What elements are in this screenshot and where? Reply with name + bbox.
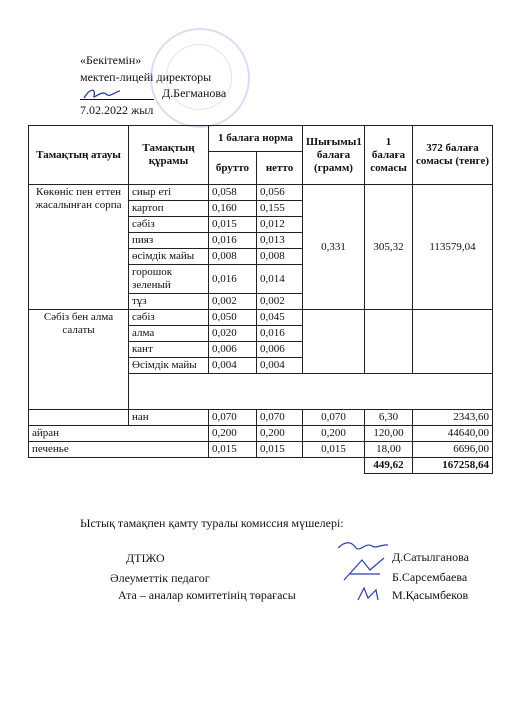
signature-1 [336,538,390,556]
total-value: 6696,00 [413,442,493,458]
netto-value: 0,006 [257,342,303,358]
yield-value: 0,070 [303,410,365,426]
signature-2 [340,556,388,584]
grand-total: 167258,64 [413,458,493,474]
empty-row [129,374,493,410]
ingredient: Өсімдік майы [129,358,209,374]
netto-value: 0,014 [257,265,303,294]
total-value: 2343,60 [413,410,493,426]
brutto-value: 0,160 [209,201,257,217]
netto-value: 0,013 [257,233,303,249]
ingredient: өсімдік майы [129,249,209,265]
total-per-child: 449,62 [365,458,413,474]
col-header-netto: нетто [257,152,303,185]
total-value: 113579,04 [413,185,493,310]
menu-table [28,125,493,474]
brutto-value: 0,006 [209,342,257,358]
director-position: мектеп-лицейі директоры [80,70,212,84]
member-name-1: Д.Сатылганова [392,550,470,564]
brutto-value: 0,050 [209,310,257,326]
approved-label: «Бекітемін» [80,53,142,67]
member-name-3: М.Қасымбеков [392,588,469,602]
netto-value: 0,155 [257,201,303,217]
col-header-composition: Тамақтың құрамы [129,126,209,185]
netto-value: 0,002 [257,294,303,310]
brutto-value: 0,200 [209,426,257,442]
brutto-value: 0,016 [209,265,257,294]
brutto-value: 0,015 [209,217,257,233]
ingredient: сәбіз [129,217,209,233]
yield-value: 0,331 [303,185,365,310]
netto-value: 0,056 [257,185,303,201]
director-signature [82,86,122,102]
col-header-total: 372 балаға сомасы (тенге) [413,126,493,185]
col-header-per-child: 1 балаға сомасы [365,126,413,185]
dish-name-ayran: айран [29,426,209,442]
netto-value: 0,200 [257,426,303,442]
ingredient: нан [129,410,209,426]
yield-value: 0,015 [303,442,365,458]
ingredient: тұз [129,294,209,310]
per-child-value: 305,32 [365,185,413,310]
yield-value: 0,200 [303,426,365,442]
empty-cell [365,310,413,374]
dish-name-salad: Сәбіз бен алма салаты [29,310,129,410]
brutto-value: 0,002 [209,294,257,310]
brutto-value: 0,070 [209,410,257,426]
col-header-dish: Тамақтың атауы [29,126,129,185]
ingredient: кант [129,342,209,358]
brutto-value: 0,015 [209,442,257,458]
empty-cell [29,410,129,426]
ingredient: горошок зеленый [129,265,209,294]
netto-value: 0,004 [257,358,303,374]
netto-value: 0,008 [257,249,303,265]
ingredient: пияз [129,233,209,249]
empty-cell [303,310,365,374]
ingredient: картоп [129,201,209,217]
total-value: 44640,00 [413,426,493,442]
col-header-norm: 1 балаға норма [209,126,303,152]
dish-name-soup: Көкөніс пен еттен жасалынған сорпа [29,185,129,310]
brutto-value: 0,004 [209,358,257,374]
ingredient: алма [129,326,209,342]
per-child-value: 6,30 [365,410,413,426]
col-header-yield: Шығымы1 балаға (грамм) [303,126,365,185]
per-child-value: 18,00 [365,442,413,458]
ingredient: сәбіз [129,310,209,326]
member-role-3: Ата – аналар комитетінің төрағасы [118,588,296,602]
brutto-value: 0,008 [209,249,257,265]
signature-3 [354,584,382,604]
netto-value: 0,045 [257,310,303,326]
approval-date: 7.02.2022 жыл [80,103,154,117]
commission-title: Ыстық тамақпен қамту туралы комиссия мүшелері: [80,516,344,530]
netto-value: 0,012 [257,217,303,233]
director-name: Д.Бегманова [162,86,227,100]
col-header-brutto: брутто [209,152,257,185]
member-role-1: ДТІЖО [126,551,165,565]
empty-cell [413,310,493,374]
ingredient: сиыр еті [129,185,209,201]
brutto-value: 0,016 [209,233,257,249]
member-role-2: Әлеуметтік педагог [110,571,210,585]
totals-spacer [29,458,365,474]
brutto-value: 0,020 [209,326,257,342]
netto-value: 0,015 [257,442,303,458]
member-name-2: Б.Сарсембаева [392,570,468,584]
per-child-value: 120,00 [365,426,413,442]
netto-value: 0,016 [257,326,303,342]
netto-value: 0,070 [257,410,303,426]
brutto-value: 0,058 [209,185,257,201]
dish-name-cookie: печенье [29,442,209,458]
